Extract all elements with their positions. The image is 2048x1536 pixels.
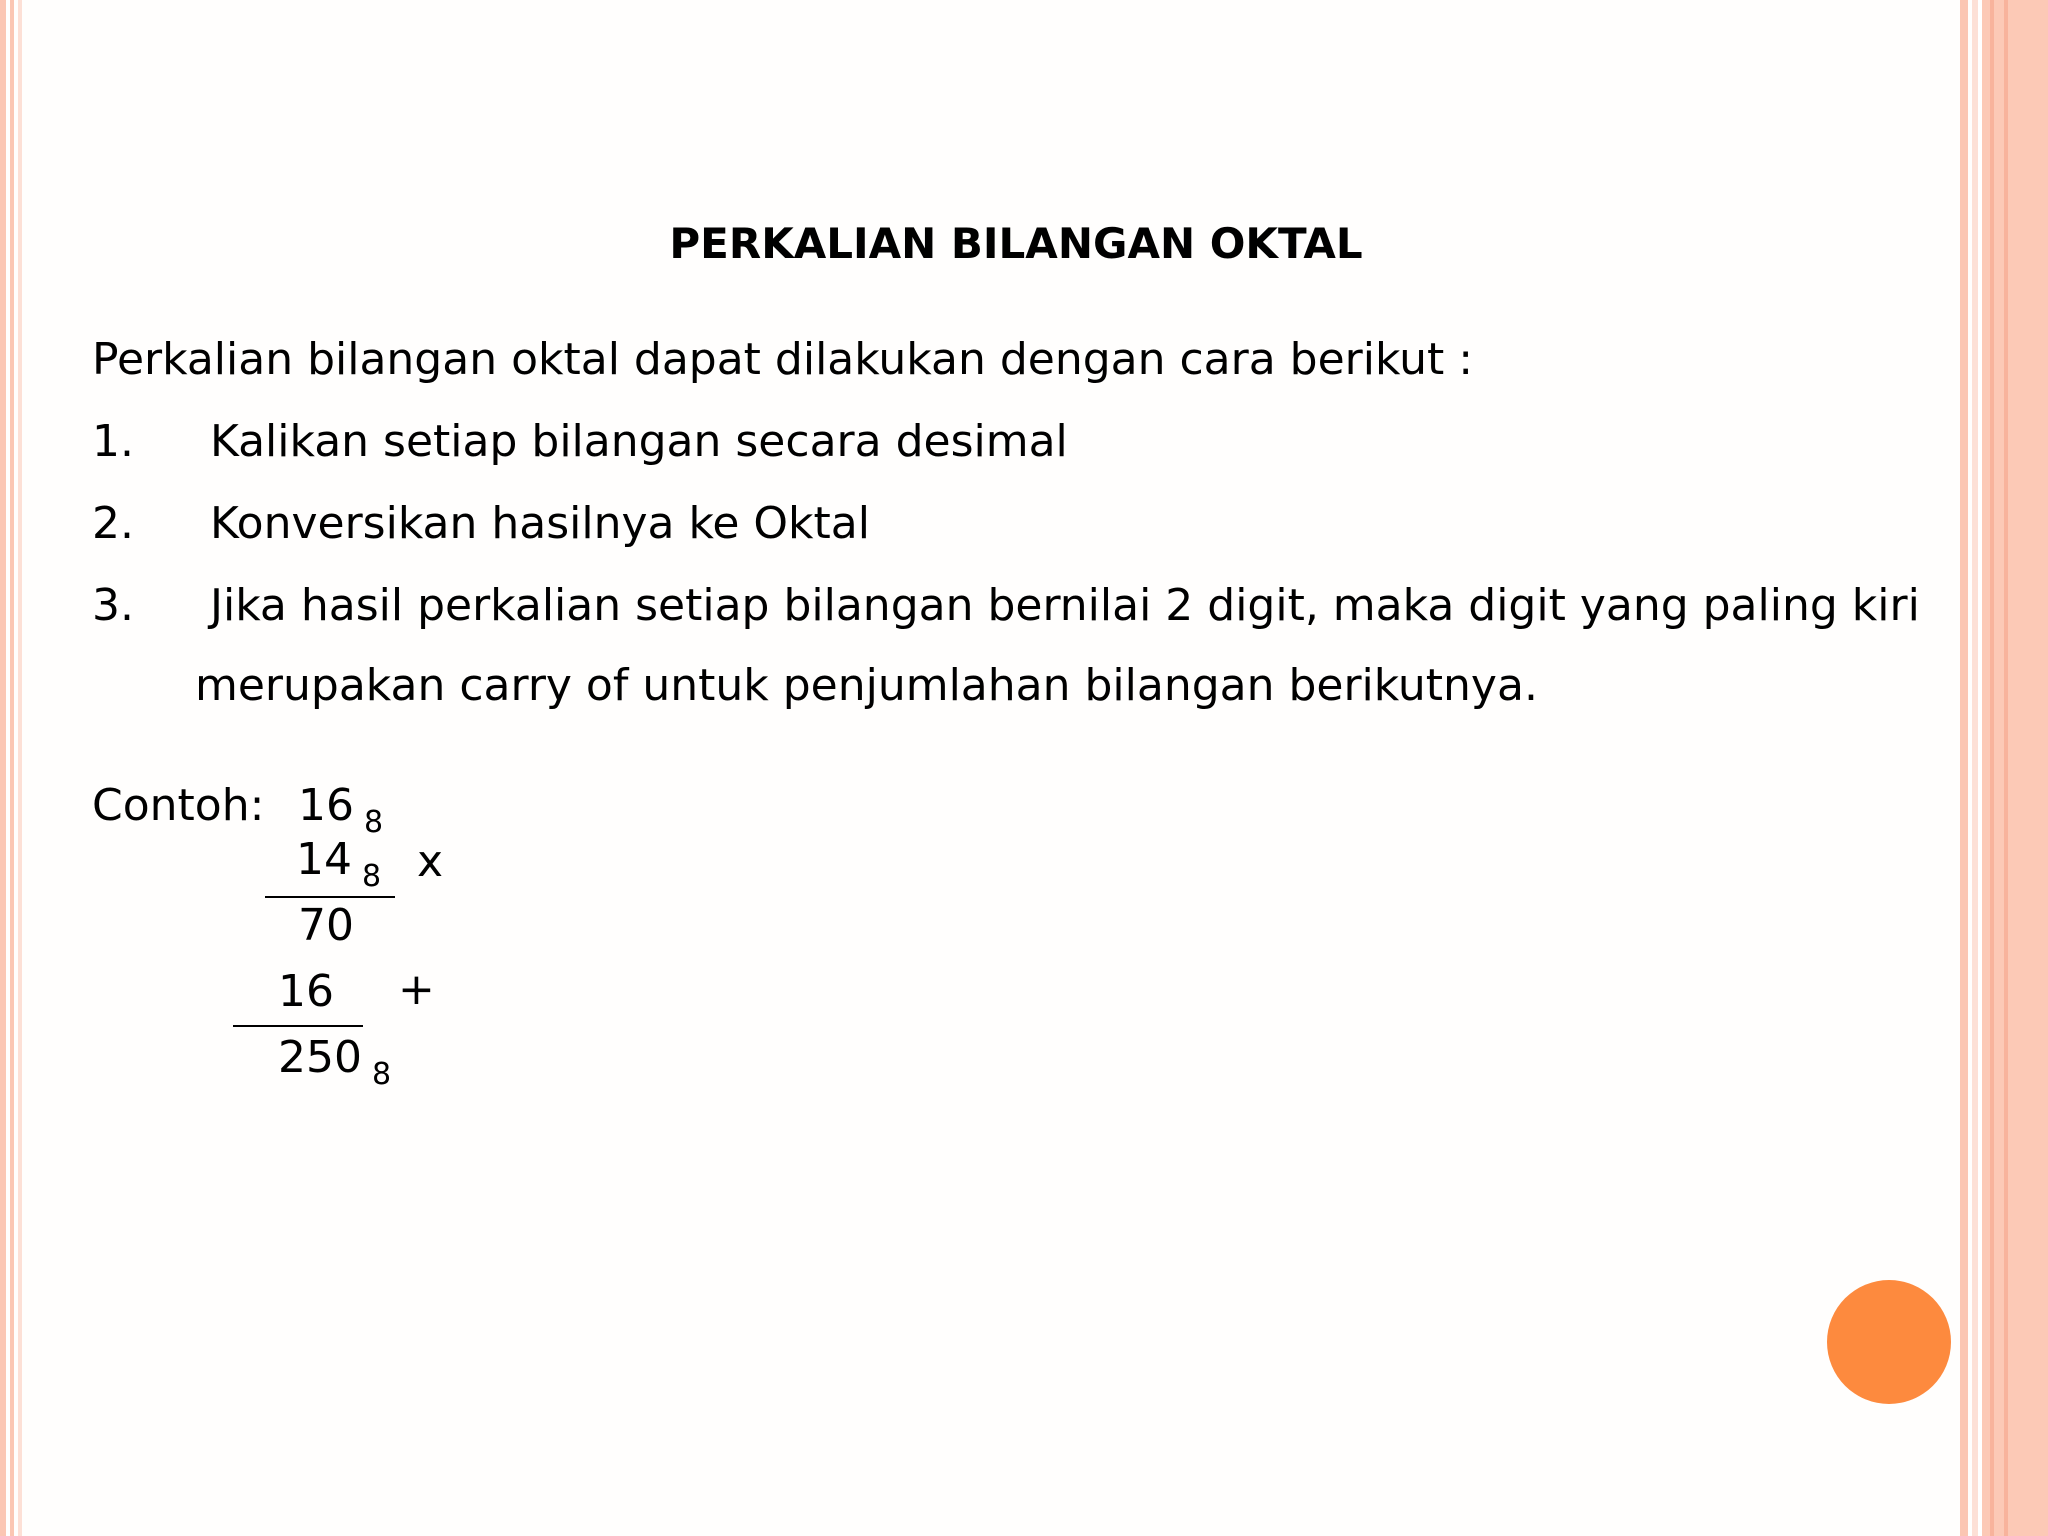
base-subscript: 8 [364,805,384,840]
slide-title [0,216,2048,272]
step-text: Konversikan hasilnya ke Oktal [210,498,870,549]
intro-text: Perkalian bilangan oktal dapat dilakukan dengan cara berikut : [92,334,1474,385]
partial-product-1: 70 [298,900,354,951]
step-text: Jika hasil perkalian setiap bilangan bernilai 2 digit, maka digit yang paling kiri [210,580,1920,631]
times-sign: x [417,836,444,887]
decorative-circle [1827,1280,1951,1404]
result [278,1030,391,1091]
calc-rule [233,1025,363,1027]
multiplier-value: 14 [296,834,352,885]
multiplicand [298,778,383,839]
step-number: 3. [92,580,134,631]
result-value: 250 [278,1032,362,1083]
multiplicand-value: 16 [298,780,354,831]
base-subscript: 8 [362,859,382,894]
step-number: 1. [92,416,134,467]
multiplier [296,832,381,893]
partial-product-2: 16 [278,966,334,1017]
step-text-continuation: merupakan carry of untuk penjumlahan bilangan berikutnya. [195,660,1538,711]
step-number: 2. [92,498,134,549]
plus-sign: + [398,964,435,1015]
example-label: Contoh: [92,780,265,831]
base-subscript: 8 [371,1057,392,1092]
slide-title-text: PERKALIAN BILANGAN OKTAL [669,219,1363,268]
step-text: Kalikan setiap bilangan secara desimal [210,416,1068,467]
